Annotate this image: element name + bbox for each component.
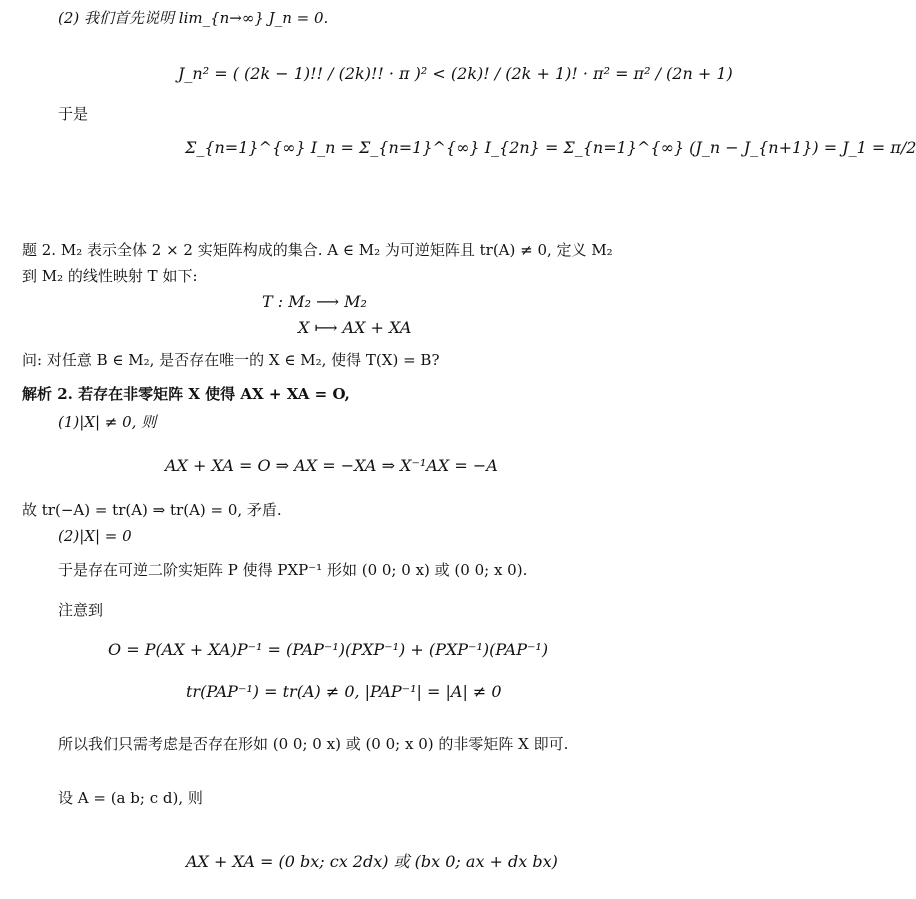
- problem-2-statement-cont: 到 M₂ 的线性映射 T 如下:: [22, 267, 198, 285]
- reduction-statement: 所以我们只需考虑是否存在形如 (0 0; 0 x) 或 (0 0; x 0) 的非零矩阵 X 即可.: [58, 735, 569, 753]
- solution-2-heading: 解析 2. 若存在非零矩阵 X 使得 AX + XA = O,: [22, 385, 350, 403]
- map-definition-domain: T : M₂ ⟶ M₂: [262, 292, 367, 311]
- note-that: 注意到: [58, 601, 104, 619]
- contradiction-line: 故 tr(−A) = tr(A) ⇒ tr(A) = 0, 矛盾.: [22, 501, 282, 519]
- problem-2-question: 问: 对任意 B ∈ M₂, 是否存在唯一的 X ∈ M₂, 使得 T(X) = B?: [22, 351, 440, 369]
- case-2: (2)|X| = 0: [58, 527, 132, 545]
- case-1: (1)|X| ≠ 0, 则: [58, 413, 157, 431]
- equation-series-sum: Σ_{n=1}^{∞} I_n = Σ_{n=1}^{∞} I_{2n} = Σ_{n=1}^{∞} (J_n − J_{n+1}) = J_1 = π/2: [185, 138, 916, 157]
- problem-2-statement: 题 2. M₂ 表示全体 2 × 2 实矩阵构成的集合. A ∈ M₂ 为可逆矩阵且 tr(A) ≠ 0, 定义 M₂: [22, 241, 613, 259]
- part-2-intro: (2) 我们首先说明 lim_{n→∞} J_n = 0.: [58, 9, 329, 27]
- equation-final: AX + XA = (0 bx; cx 2dx) 或 (bx 0; ax + dx bx): [186, 852, 558, 871]
- therefore-text: 于是: [58, 105, 89, 123]
- equation-case-1: AX + XA = O ⇒ AX = −XA ⇒ X⁻¹AX = −A: [165, 456, 498, 475]
- equation-trace-det: tr(PAP⁻¹) = tr(A) ≠ 0, |PAP⁻¹| = |A| ≠ 0: [186, 682, 502, 701]
- define-a: 设 A = (a b; c d), 则: [58, 789, 203, 807]
- equation-conjugation: O = P(AX + XA)P⁻¹ = (PAP⁻¹)(PXP⁻¹) + (PXP⁻¹)(PAP⁻¹): [108, 640, 549, 659]
- similar-matrix-form: 于是存在可逆二阶实矩阵 P 使得 PXP⁻¹ 形如 (0 0; 0 x) 或 (0 0; x 0).: [58, 561, 528, 579]
- map-definition-rule: X ⟼ AX + XA: [298, 318, 412, 337]
- equation-jn-squared: J_n² = ( (2k − 1)!! / (2k)!! · π )² < (2k)! / (2k + 1)! · π² = π² / (2n + 1): [178, 64, 733, 83]
